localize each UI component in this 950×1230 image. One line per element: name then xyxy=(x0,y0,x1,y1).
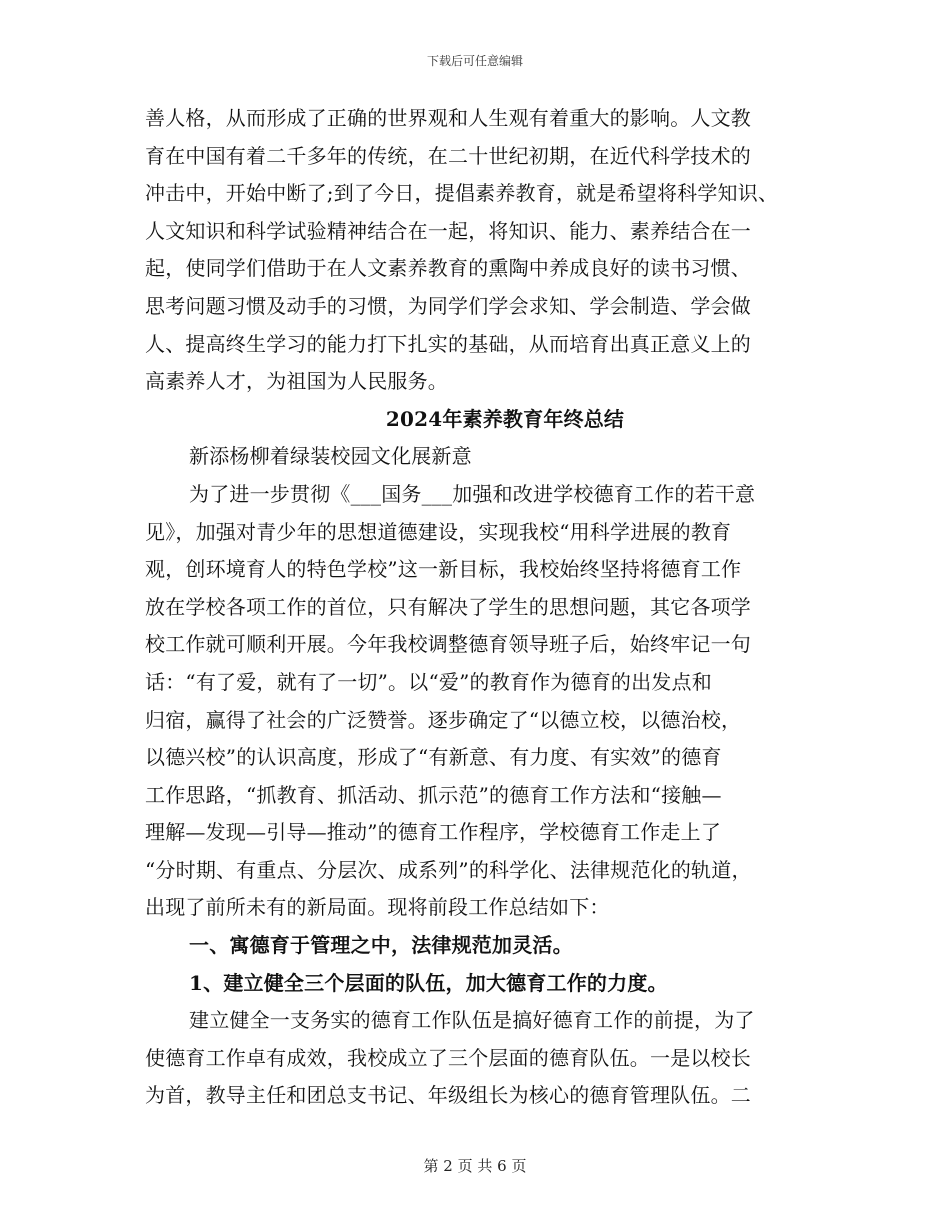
body-line: 起，使同学们借助于在人文素养教育的熏陶中养成良好的读书习惯、 xyxy=(145,256,751,281)
body-line: 为首，教导主任和团总支书记、年级组长为核心的德育管理队伍。二 xyxy=(145,1083,751,1108)
page-number: 第 2 页 共 6 页 xyxy=(423,1157,527,1175)
subsection-heading: 1、建立健全三个层面的队伍，加大德育工作的力度。 xyxy=(189,970,668,995)
body-line: 善人格，从而形成了正确的世界观和人生观有着重大的影响。人文教 xyxy=(145,106,751,130)
body-line: 工作思路，“抓教育、抓活动、抓示范”的德育工作方法和“接触— xyxy=(145,782,722,807)
body-line: 放在学校各项工作的首位，只有解决了学生的思想问题，其它各项学 xyxy=(145,594,751,619)
page-header-note: 下载后可任意编辑 xyxy=(426,54,523,68)
body-line: 思考问题习惯及动手的习惯，为同学们学会求知、学会制造、学会做 xyxy=(145,293,751,318)
body-line: 出现了前所未有的新局面。现将前段工作总结如下： xyxy=(145,895,610,920)
body-line: 高素养人才，为祖国为人民服务。 xyxy=(145,369,448,394)
body-line: 建立健全一支务实的德育工作队伍是搞好德育工作的前提，为了 xyxy=(189,1008,755,1033)
body-line: 为了进一步贯彻《___国务___加强和改进学校德育工作的若干意 xyxy=(189,481,756,506)
document-subtitle: 新添杨柳着绿装校园文化展新意 xyxy=(189,444,472,469)
document-body xyxy=(145,100,825,1115)
body-line: 人文知识和科学试验精神结合在一起，将知识、能力、素养结合在一 xyxy=(145,218,751,243)
body-line: 话：“有了爱，就有了一切”。以“爱”的教育作为德育的出发点和 xyxy=(145,669,712,694)
body-line: 校工作就可顺利开展。今年我校调整德育领导班子后，始终牢记一句 xyxy=(145,632,751,657)
body-line: 使德育工作卓有成效，我校成立了三个层面的德育队伍。一是以校长 xyxy=(145,1045,751,1070)
body-line: 育在中国有着二千多年的传统，在二十世纪初期，在近代科学技术的 xyxy=(145,143,751,168)
body-line: 理解—发现—引导—推动”的德育工作程序，学校德育工作走上了 xyxy=(145,820,722,845)
body-line: 以德兴校”的认识高度，形成了“有新意、有力度、有实效”的德育 xyxy=(145,745,722,770)
section-heading: 一、寓德育于管理之中，法律规范加灵活。 xyxy=(189,933,573,958)
body-line: 观，创环境育人的特色学校”这一新目标，我校始终坚持将德育工作 xyxy=(145,557,742,582)
body-line: 冲击中，开始中断了;到了今日，提倡素养教育，就是希望将科学知识、 xyxy=(145,181,779,206)
body-line: 人、提高终生学习的能力打下扎实的基础，从而培育出真正意义上的 xyxy=(145,331,751,356)
body-line: 见》，加强对青少年的思想道德建设，实现我校“用科学进展的教育 xyxy=(145,519,732,544)
body-line: “分时期、有重点、分层次、成系列”的科学化、法律规范化的轨道， xyxy=(145,857,752,882)
body-line: 归宿，赢得了社会的广泛赞誉。逐步确定了“以德立校，以德治校， xyxy=(145,707,742,732)
document-title: 2024年素养教育年终总结 xyxy=(385,406,625,431)
